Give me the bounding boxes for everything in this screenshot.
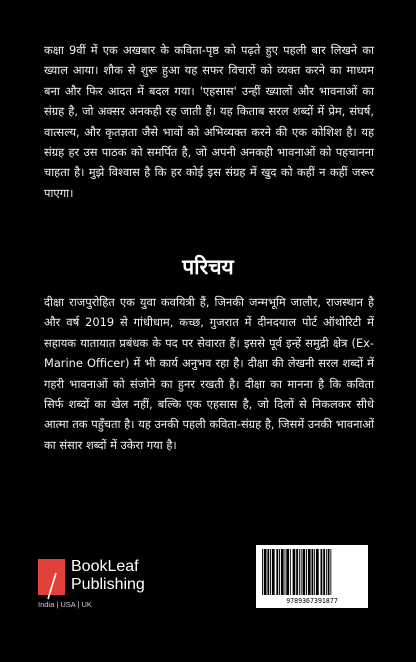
barcode-bars bbox=[261, 549, 363, 595]
section-heading: परिचय bbox=[182, 255, 234, 279]
barcode-bar bbox=[326, 549, 327, 595]
barcode-bar bbox=[276, 549, 278, 595]
barcode-bar bbox=[299, 549, 300, 595]
barcode-bar bbox=[290, 549, 291, 595]
barcode-bar bbox=[281, 549, 284, 595]
publisher-regions: India | USA | UK bbox=[38, 600, 92, 609]
barcode-bar bbox=[316, 549, 319, 595]
barcode-bar bbox=[262, 549, 263, 595]
barcode-bar bbox=[323, 549, 325, 595]
barcode-bar bbox=[293, 549, 296, 595]
publisher-name-line2: Publishing bbox=[71, 576, 145, 593]
barcode-bar bbox=[267, 549, 269, 595]
barcode-bar bbox=[303, 549, 306, 595]
barcode-bar bbox=[286, 549, 289, 595]
barcode-bar bbox=[272, 549, 275, 595]
slash-icon bbox=[46, 571, 58, 601]
barcode-bar bbox=[285, 549, 286, 595]
barcode-bar bbox=[312, 549, 314, 595]
logo-mark-icon bbox=[38, 559, 65, 595]
isbn-barcode bbox=[256, 545, 368, 608]
isbn-number: 9789367391877 bbox=[286, 597, 338, 605]
barcode-bar bbox=[301, 549, 302, 595]
barcode-bar bbox=[328, 549, 330, 595]
publisher-name-line1: BookLeaf bbox=[71, 558, 139, 575]
barcode-bar bbox=[321, 549, 323, 595]
publisher-logo bbox=[38, 549, 158, 609]
barcode-bar bbox=[330, 549, 331, 595]
barcode-bar bbox=[270, 549, 271, 595]
barcode-bar bbox=[296, 549, 298, 595]
intro-paragraph: कक्षा 9वीं में एक अखबार के कविता-पृष्ठ को पढ़ते हुए पहली बार लिखने का ख्याल आया। शौक से शुरू हुआ यह सफर विचारों को व्यक्त करने का माध्यम बना और फिर आदत में बदल गया। 'एहसास' उन्हीं ख्यालों और भावनाओं का संग्रह है, जो अक्सर अनकही रह जाती हैं। यह किताब सरल शब्दों में प्रेम, संघर्ष, वात्सल्य, और कृतज्ञता जैसे भावों को अभिव्यक्त करने की एक कोशिश है। यह संग्रह हर उस पाठक को समर्पित है, जो अपनी अनकही भावनाओं को पहचानना चाहता है। मुझे विश्वास है कि हर कोई इस संग्रह में खुद को कहीं न कहीं जरूर पाएगा। bbox=[44, 43, 374, 200]
barcode-bar bbox=[314, 549, 315, 595]
barcode-bar bbox=[279, 549, 280, 595]
barcode-bar bbox=[308, 549, 311, 595]
barcode-bar bbox=[306, 549, 307, 595]
author-bio-paragraph: दीक्षा राजपुरोहित एक युवा कवयित्री हैं, जिनकी जन्मभूमि जालौर, राजस्थान है और वर्ष 2019 से गांधीधाम, कच्छ, गुजरात में दीनदयाल पोर्ट ऑथोरिटी में सहायक यातायात प्रबंधक के पद पर सेवारत हैं। इससे पूर्व इन्हें समुद्री क्षेत्र (Ex-Marine Officer) में भी कार्य अनुभव रहा है। दीक्षा की लेखनी सरल शब्दों में गहरी भावनाओं को संजोने का हुनर रखती है। दीक्षा का मानना है कि कविता सिर्फ शब्दों का खेल नहीं, बल्कि एक एहसास है, जो दिलों से निकलकर सीधे आत्मा तक पहुँचता है। यह उनकी पहली कविता-संग्रह है, जिसमें उनकी भावनाओं का संसार शब्दों में उकेरा गया है। bbox=[44, 295, 374, 452]
barcode-bar bbox=[264, 549, 267, 595]
